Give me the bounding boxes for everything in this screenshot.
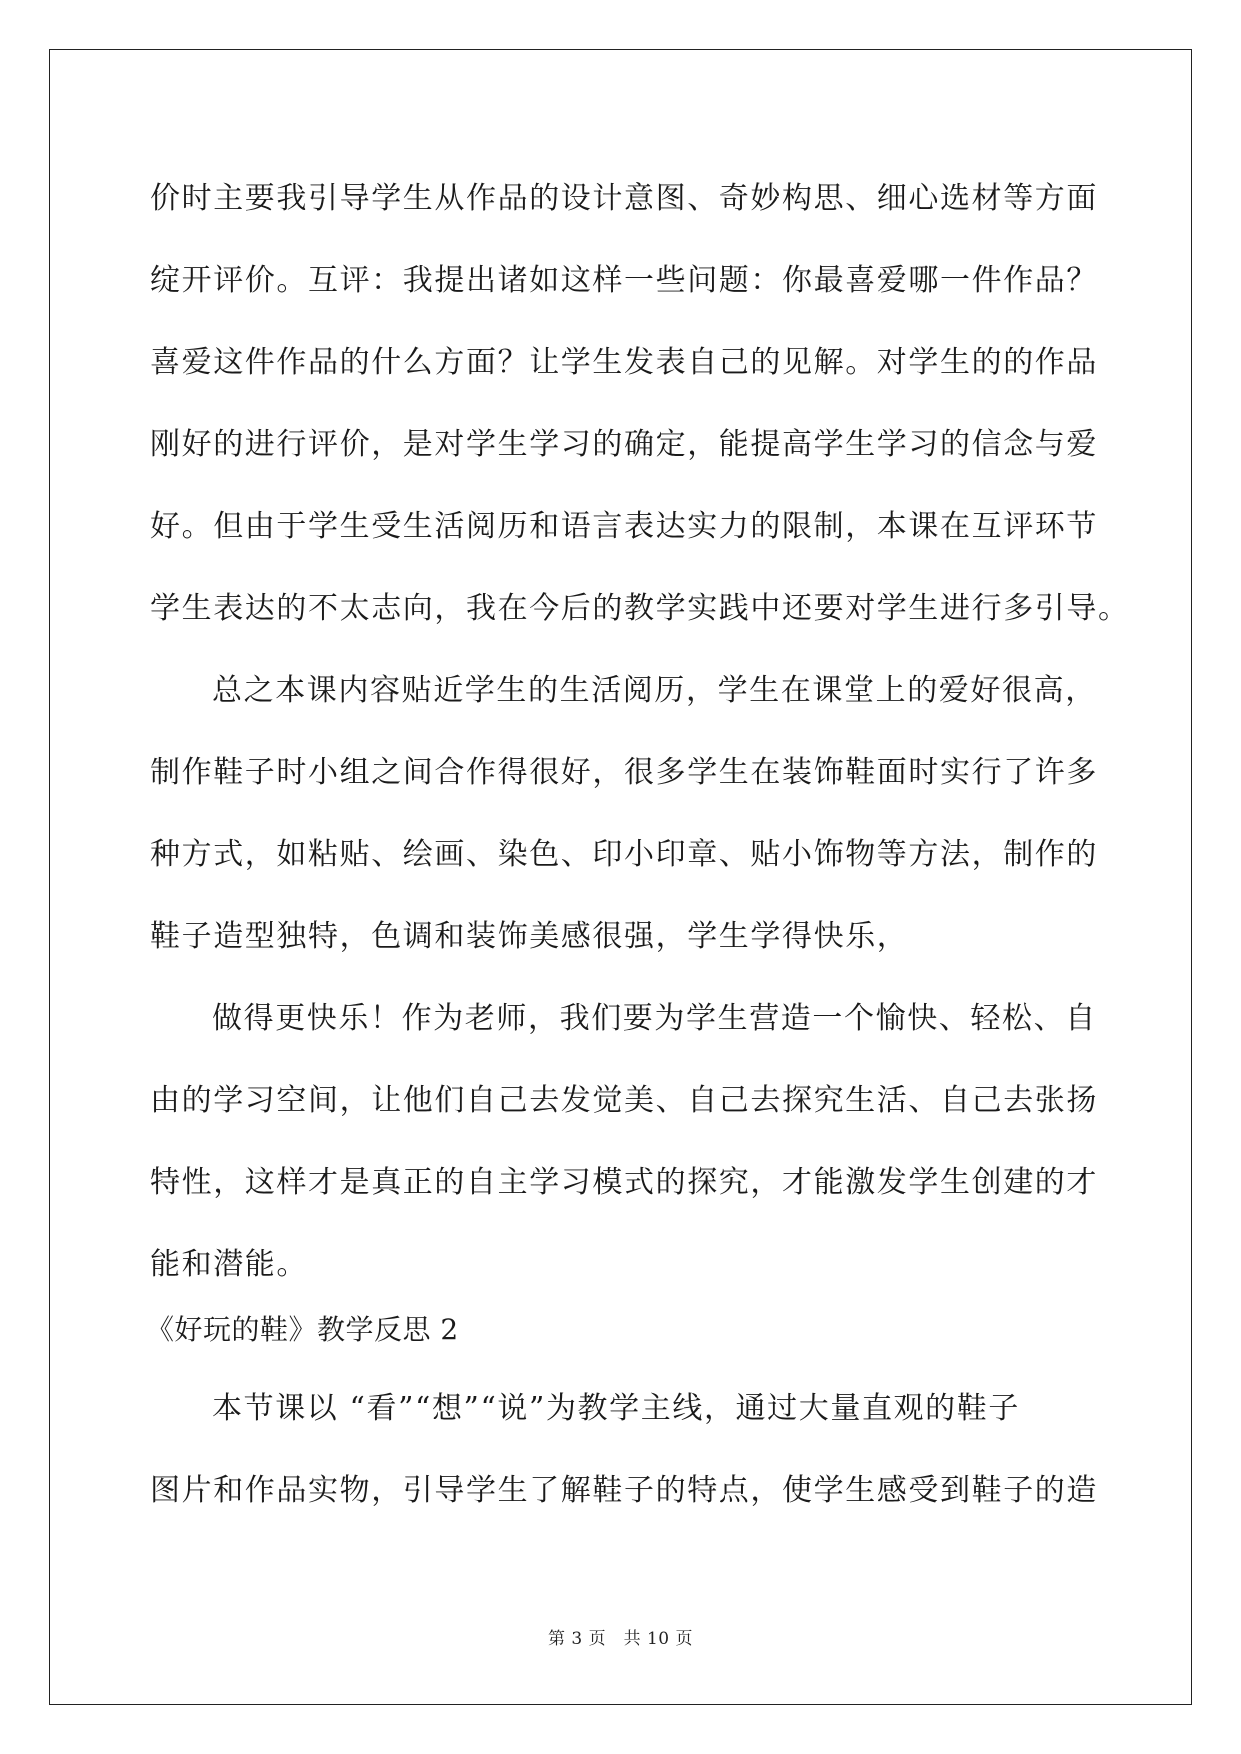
text-line: 种方式，如粘贴、绘画、染色、印小印章、贴小饰物等方法，制作的 — [150, 837, 1098, 872]
text-line: 刚好的进行评价，是对学生学习的确定，能提高学生学习的信念与爱 — [150, 427, 1098, 462]
text-line: 总之本课内容贴近学生的生活阅历，学生在课堂上的爱好很高， — [212, 673, 1097, 708]
text-line: 绽开评价。互评：我提出诸如这样一些问题：你最喜爱哪一件作品？ — [150, 263, 1098, 298]
text-line: 制作鞋子时小组之间合作得很好，很多学生在装饰鞋面时实行了许多 — [150, 755, 1098, 790]
text-line: 本节课以 “看”“想”“说”为教学主线，通过大量直观的鞋子 — [212, 1391, 1020, 1426]
text-line: 由的学习空间，让他们自己去发觉美、自己去探究生活、自己去张扬 — [150, 1083, 1098, 1118]
paragraph-conclusion — [150, 978, 1098, 1306]
text-line: 能和潜能。 — [150, 1247, 308, 1282]
text-line: 图片和作品实物，引导学生了解鞋子的特点，使学生感受到鞋子的造 — [150, 1473, 1098, 1508]
text-line: 好。但由于学生受生活阅历和语言表达实力的限制，本课在互评环节 — [150, 509, 1098, 544]
section-heading: 《好玩的鞋》教学反思 2 — [146, 1313, 459, 1346]
text-line: 价时主要我引导学生从作品的设计意图、奇妙构思、细心选材等方面 — [150, 181, 1098, 216]
document-body — [146, 158, 1130, 1532]
page-footer — [0, 1624, 1241, 1649]
page-number: 第 3 页 共 10 页 — [547, 1629, 694, 1649]
text-line: 做得更快乐！作为老师，我们要为学生营造一个愉快、轻松、自 — [212, 1001, 1097, 1036]
text-line: 特性，这样才是真正的自主学习模式的探究，才能激发学生创建的才 — [150, 1165, 1098, 1200]
paragraph-summary — [150, 650, 1098, 978]
paragraph-section-intro — [150, 1368, 1098, 1532]
text-line: 鞋子造型独特，色调和装饰美感很强，学生学得快乐， — [150, 919, 909, 954]
text-line: 学生表达的不太志向，我在今后的教学实践中还要对学生进行多引导。 — [150, 591, 1130, 626]
paragraph-evaluation — [150, 158, 1130, 650]
text-line: 喜爱这件作品的什么方面？让学生发表自己的见解。对学生的的作品 — [150, 345, 1098, 380]
